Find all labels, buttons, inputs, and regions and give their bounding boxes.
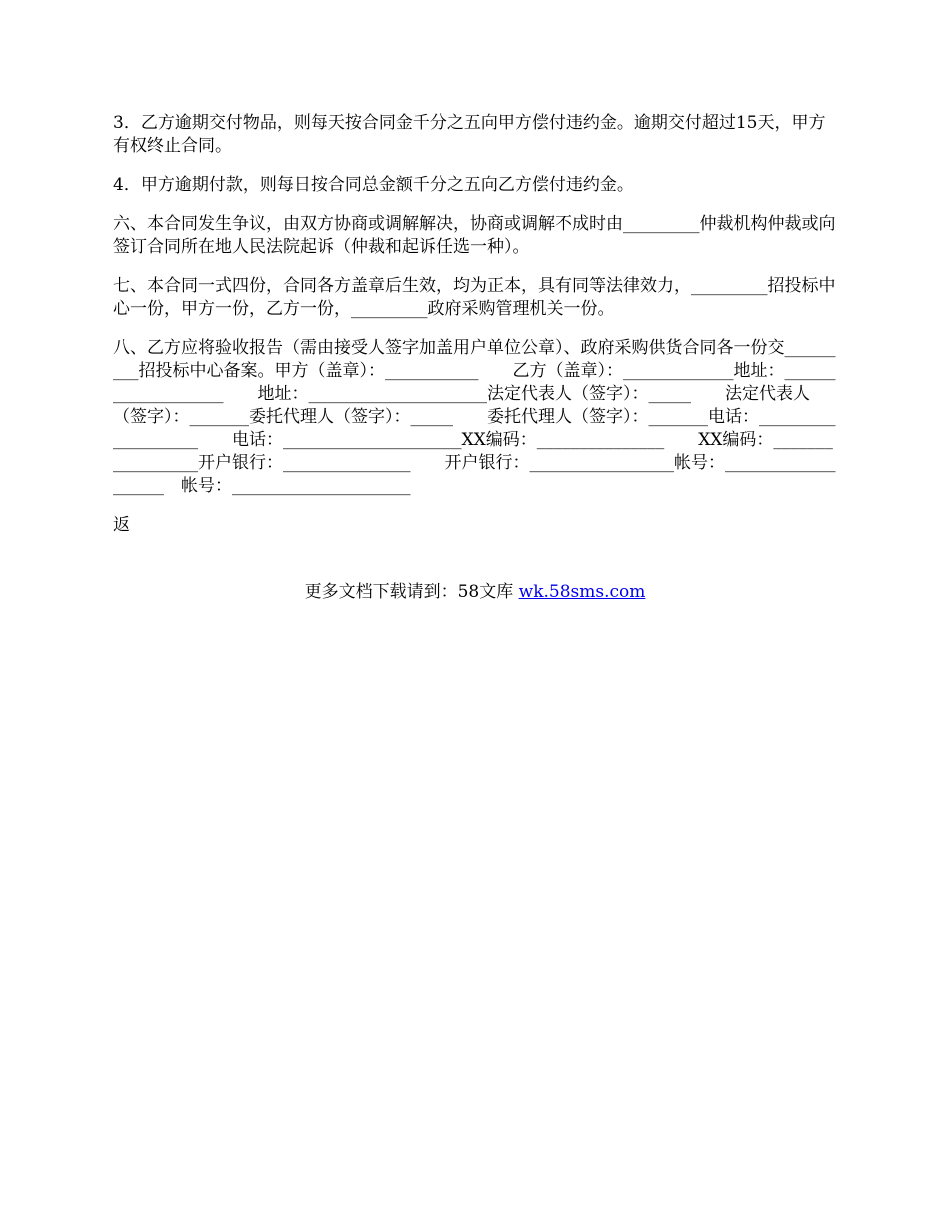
return-text: 返 bbox=[113, 515, 130, 535]
footer-link[interactable]: wk.58sms.com bbox=[518, 582, 646, 602]
clause-4: 4．甲方逾期付款，则每日按合同总金额千分之五向乙方偿付违约金。 bbox=[113, 175, 634, 195]
document-body bbox=[113, 112, 841, 553]
download-footer bbox=[0, 581, 950, 604]
footer-text: 更多文档下载请到：58文库 bbox=[304, 582, 519, 602]
clause-3: 3．乙方逾期交付物品，则每天按合同金千分之五向甲方偿付违约金。逾期交付超过15天，甲方有权终止合同。 bbox=[113, 113, 826, 156]
clause-eight-signatures: 八、乙方应将验收报告（需由接受人签字加盖用户单位公章）、政府采购供货合同各一份交_________招投标中心备案。甲方（盖章）：___________ 乙方（盖章）：_____________地址：___________________ 地址：_____________________法定代表人（签字）：_____ 法定代表人（签字）：_______委托代理人（签字）：_____ 委托代理人（签字）：_______电话：___________________ 电话：_____________________XX编码：_______________ XX编码：_________________开户银行：_______________ 开户银行：_________________帐号：___________________ 帐号：_____________________ bbox=[113, 338, 836, 496]
clause-seven: 七、本合同一式四份，合同各方盖章后生效，均为正本，具有同等法律效力，_________招投标中心一份，甲方一份，乙方一份，_________政府采购管理机关一份。 bbox=[113, 276, 836, 319]
clause-six: 六、本合同发生争议，由双方协商或调解解决，协商或调解不成时由_________仲裁机构仲裁或向签订合同所在地人民法院起诉（仲裁和起诉任选一种）。 bbox=[113, 214, 836, 257]
